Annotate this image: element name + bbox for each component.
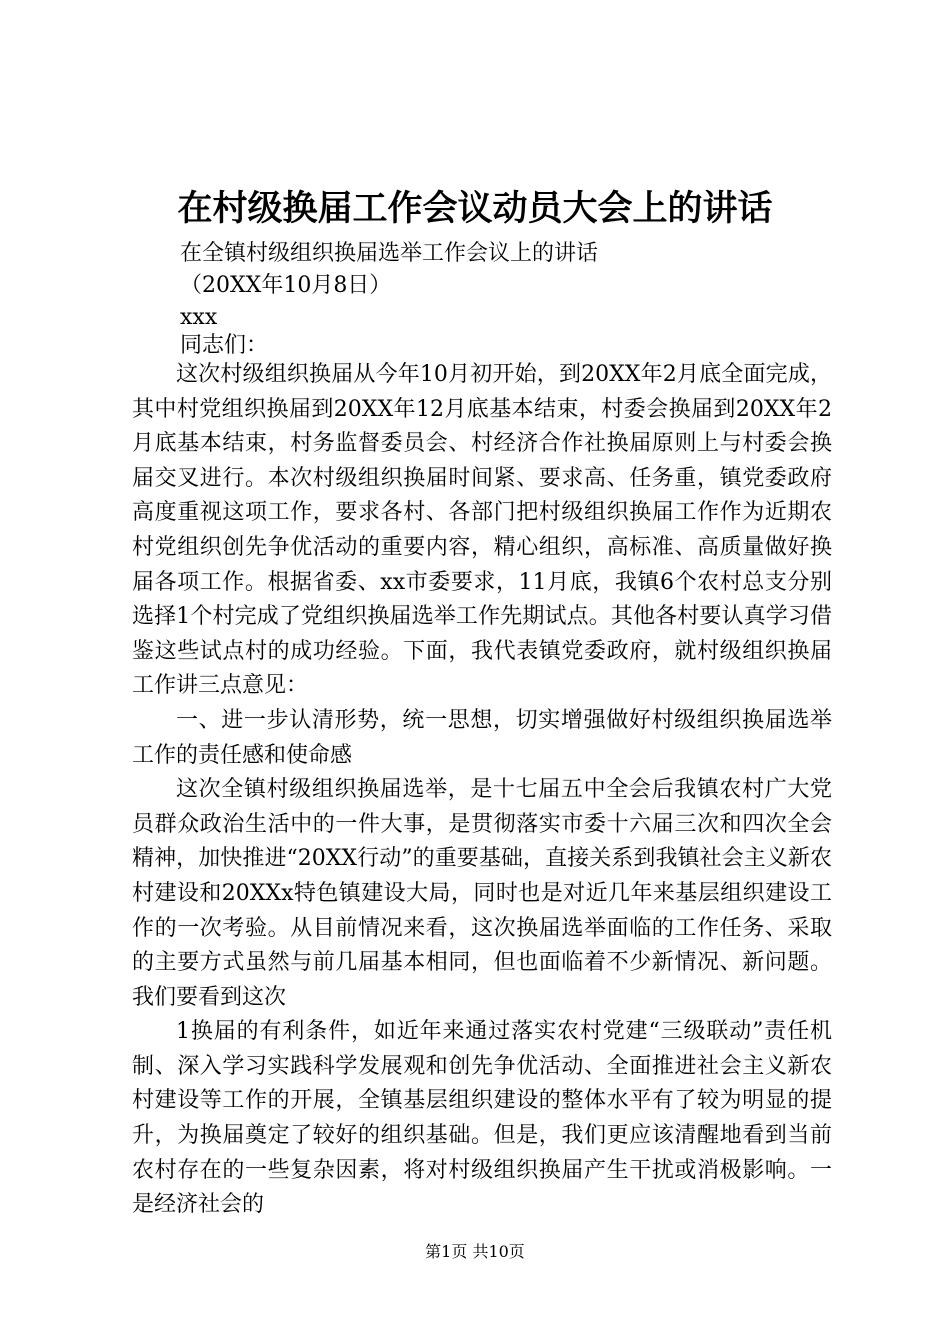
document-body bbox=[132, 358, 832, 1223]
document-date: （20XX年10月8日） bbox=[180, 273, 392, 298]
page-title: 在村级换届工作会议动员大会上的讲话 bbox=[177, 188, 773, 229]
speaker-name: xxx bbox=[180, 305, 218, 330]
document-subtitle: 在全镇村级组织换届选举工作会议上的讲话 bbox=[180, 241, 599, 266]
body-paragraph: 这次村级组织换届从今年10月初开始，到20XX年2月底全面完成，其中村党组织换届到20XX年12月底基本结束，村委会换届到20XX年2月底基本结束，村务监督委员会、村经济合作社换届原则上与村委会换届交叉进行。本次村级组织换届时间紧、要求高、任务重，镇党委政府高度重视这项工作，要求各村、各部门把村级组织换届工作作为近期农村党组织创先争优活动的重要内容，精心组织，高标准、高质量做好换届各项工作。根据省委、xx市委要求，11月底，我镇6个农村总支分别选择1个村完成了党组织换届选举工作先期试点。其他各村要认真学习借鉴这些试点村的成功经验。下面，我代表镇党委政府，就村级组织换届工作讲三点意见： bbox=[132, 362, 832, 699]
body-paragraph: 1换届的有利条件，如近年来通过落实农村党建“三级联动”责任机制、深入学习实践科学发展观和创先争优活动、全面推进社会主义新农村建设等工作的开展，全镇基层组织建设的整体水平有了较为明显的提升，为换届奠定了较好的组织基础。但是，我们更应该清醒地看到当前农村存在的一些复杂因素，将对村级组织换届产生干扰或消极影响。一是经济社会的 bbox=[132, 1019, 832, 1218]
salutation: 同志们： bbox=[180, 333, 269, 358]
page-number: 第1页 共10页 bbox=[425, 1242, 525, 1261]
body-paragraph: 这次全镇村级组织换届选举，是十七届五中全会后我镇农村广大党员群众政治生活中的一件大事，是贯彻落实市委十六届三次和四次全会精神，加快推进“20XX行动”的重要基础，直接关系到我镇社会主义新农村建设和20XXx特色镇建设大局，同时也是对近几年来基层组织建设工作的一次考验。从目前情况来看，这次换届选举面临的工作任务、采取的主要方式虽然与前几届基本相同，但也面临着不少新情况、新问题。我们要看到这次 bbox=[132, 777, 832, 1010]
section-heading: 一、进一步认清形势，统一思想，切实增强做好村级组织换届选举工作的责任感和使命感 bbox=[132, 707, 832, 768]
